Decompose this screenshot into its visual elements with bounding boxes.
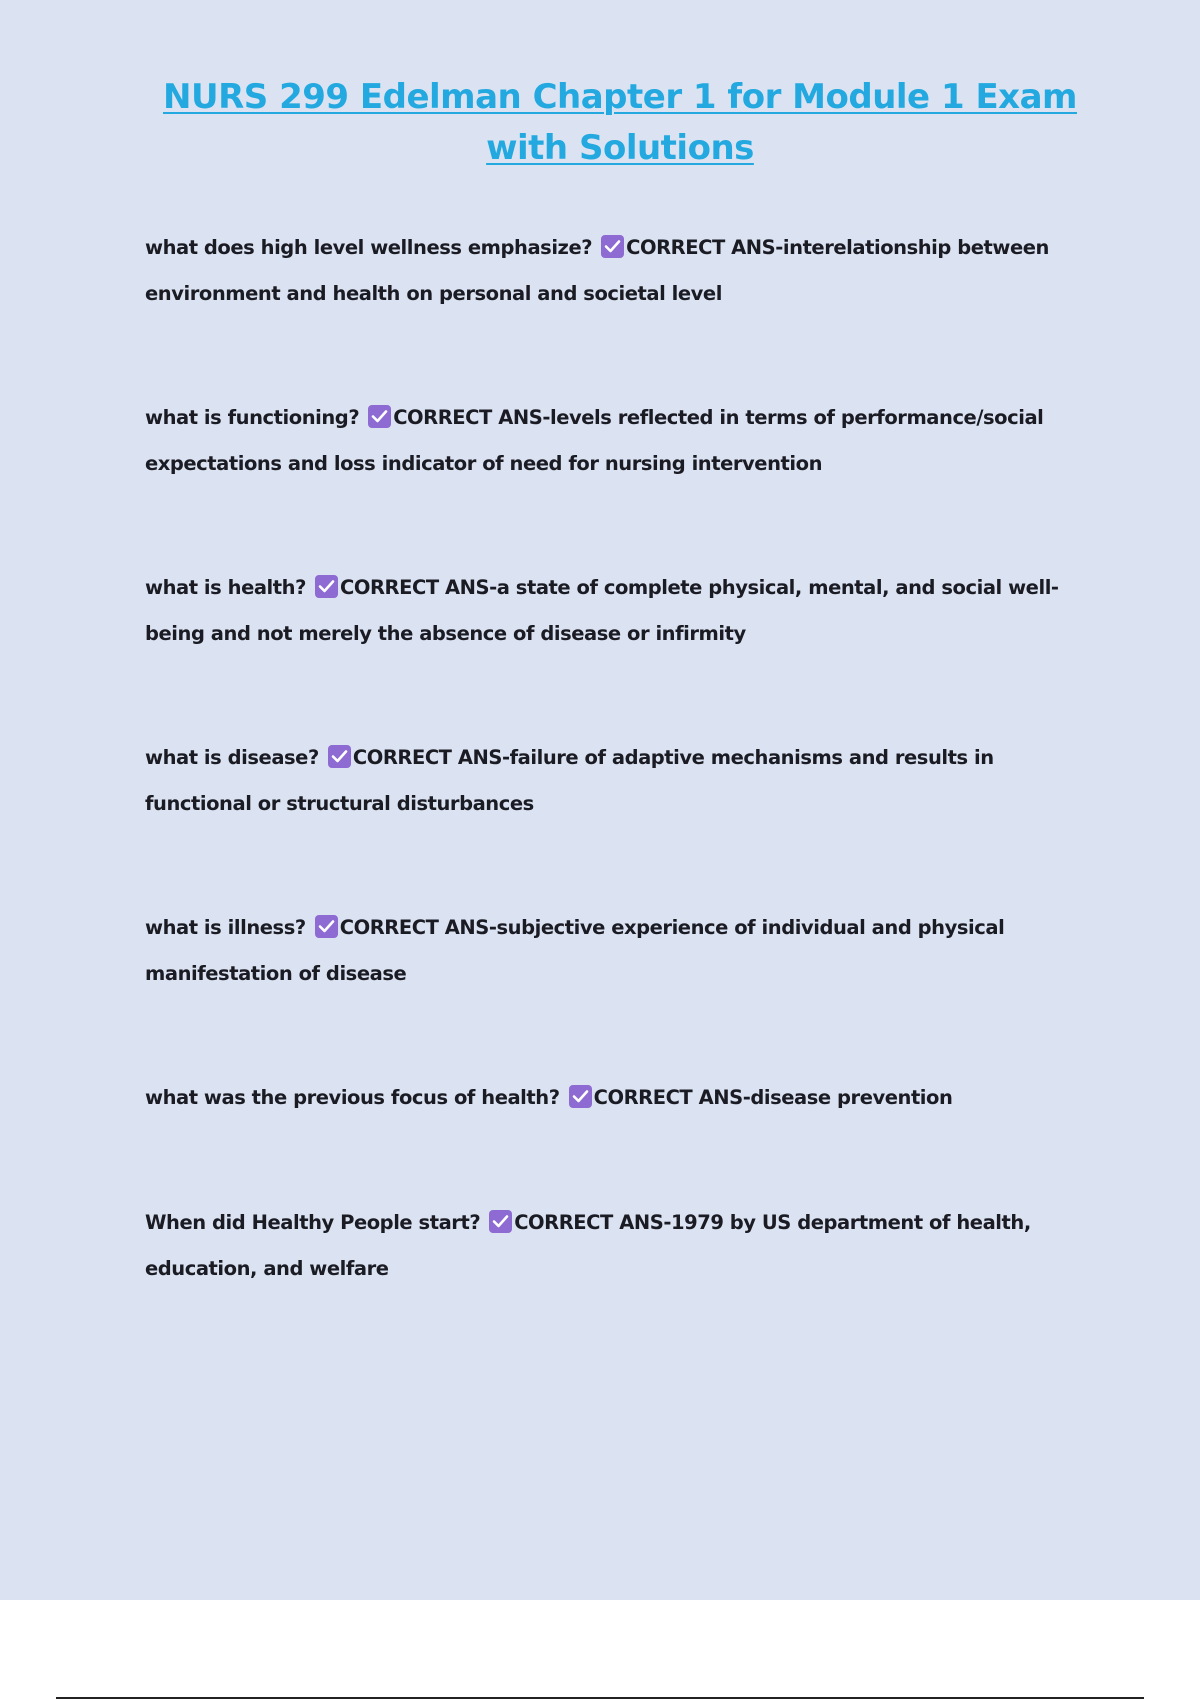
- question-text: When did Healthy People start?: [145, 1211, 481, 1234]
- question-text: what is health?: [145, 576, 306, 599]
- answer-text: CORRECT ANS-failure of adaptive mechanisms and results in functional or structural disturbances: [145, 746, 994, 815]
- document-title: NURS 299 Edelman Chapter 1 for Module 1 Exam with Solutions: [163, 77, 1077, 168]
- checkbox-checked-icon: [489, 1210, 512, 1233]
- answer-text: CORRECT ANS-disease prevention: [593, 1086, 953, 1109]
- qa-item: [145, 225, 1105, 317]
- checkbox-checked-icon: [315, 915, 338, 938]
- answer-text: CORRECT ANS-1979 by US department of health, education, and welfare: [145, 1211, 1031, 1280]
- qa-item: [145, 1075, 1105, 1121]
- answer-text: CORRECT ANS-interelationship between environment and health on personal and societal level: [145, 236, 1049, 305]
- answer-text: CORRECT ANS-a state of complete physical, mental, and social well-being and not merely the absence of disease or infirmity: [145, 576, 1059, 645]
- question-text: what does high level wellness emphasize?: [145, 236, 593, 259]
- qa-item: [145, 905, 1105, 997]
- question-text: what is illness?: [145, 916, 306, 939]
- qa-item: [145, 1200, 1105, 1292]
- question-text: what was the previous focus of health?: [145, 1086, 560, 1109]
- checkbox-checked-icon: [328, 745, 351, 768]
- question-text: what is functioning?: [145, 406, 360, 429]
- qa-item: [145, 565, 1105, 657]
- qa-item: [145, 395, 1105, 487]
- qa-item: [145, 735, 1105, 827]
- checkbox-checked-icon: [315, 575, 338, 598]
- footer-divider: [56, 1697, 1144, 1699]
- checkbox-checked-icon: [368, 405, 391, 428]
- question-text: what is disease?: [145, 746, 319, 769]
- checkbox-checked-icon: [569, 1085, 592, 1108]
- checkbox-checked-icon: [601, 235, 624, 258]
- answer-text: CORRECT ANS-subjective experience of individual and physical manifestation of disease: [145, 916, 1005, 985]
- answer-text: CORRECT ANS-levels reflected in terms of performance/social expectations and loss indicator of need for nursing intervention: [145, 406, 1044, 475]
